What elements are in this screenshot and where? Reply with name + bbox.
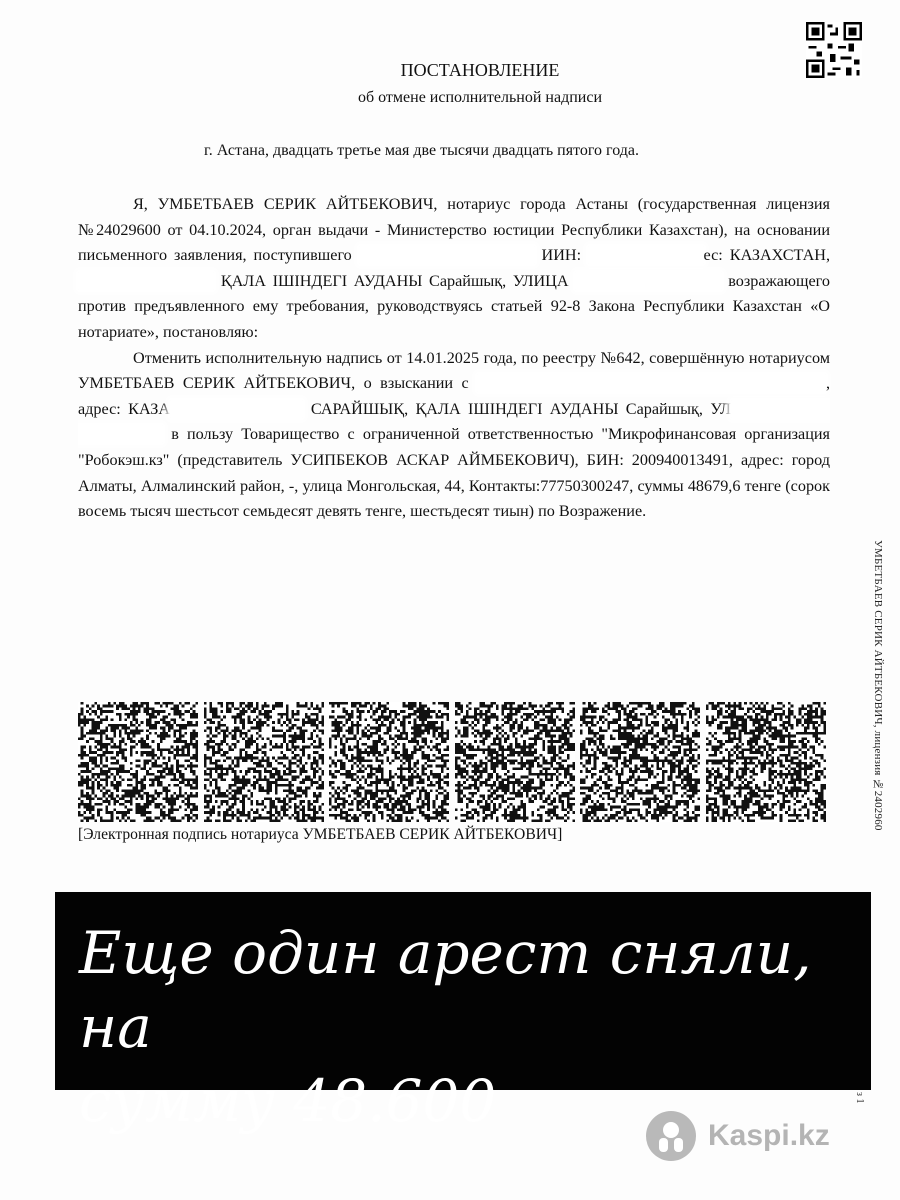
paragraph-2: [78, 346, 830, 525]
banner-line-2: сумму 48.600: [79, 1067, 497, 1135]
banner-line-1: Еще один арест сняли, на: [79, 919, 812, 1061]
p1-address1: КАЗАХСТАН,: [729, 246, 831, 265]
p1-part1: Я, УМБЕТБАЕВ СЕРИК АЙТБЕКОВИЧ, нотариус города Астаны (государственная лицензия №24029600 от 04.10.2024, орган выдачи - Министерство юстиции Республики Казахстан), на основании письменного заявления, поступившего: [78, 195, 830, 265]
p1-address-tail: ес:: [703, 246, 723, 265]
redacted-debtor: [477, 374, 826, 392]
redacted-address: [78, 272, 214, 290]
document-body: [78, 192, 830, 525]
signature-qr-code-icon: [580, 702, 700, 822]
redacted-street: [575, 272, 721, 290]
kaspi-watermark: [646, 1108, 830, 1164]
document-subtitle: об отмене исполнительной надписи: [357, 89, 603, 106]
p1-address2: ҚАЛА ІШІНДЕГІ АУДАНЫ Сарайшық, УЛИЦА: [220, 271, 569, 290]
signature-qr-code-icon: [204, 702, 324, 822]
redacted-iin: [588, 246, 703, 264]
signature-qr-code-icon: [706, 702, 826, 822]
watermark-text: Kaspi.kz: [708, 1119, 830, 1152]
p2-address-label: , адрес:: [78, 374, 830, 418]
kaspi-logo-icon: [646, 1111, 696, 1161]
corner-mark: з 1: [854, 1092, 865, 1104]
signature-qr-code-icon: [329, 702, 449, 822]
redacted-name: [359, 246, 535, 264]
p2-address1: КАЗА: [128, 399, 171, 418]
p1-iin-label: ИИН:: [541, 246, 582, 265]
place-date: г. Астана, двадцать третье мая две тысячи двадцать пятого года.: [204, 142, 639, 159]
banner-text: [79, 916, 859, 1138]
electronic-signature-label: [Электронная подпись нотариуса УМБЕТБАЕВ СЕРИК АЙТБЕКОВИЧ]: [78, 826, 563, 843]
signature-qr-code-icon: [455, 702, 575, 822]
redacted-debtor-address: [170, 400, 303, 418]
signature-qr-code-icon: [78, 702, 198, 822]
p2-street: УЛ: [710, 399, 731, 418]
p2-address2: САРАЙШЫҚ, ҚАЛА ІШІНДЕГІ АУДАНЫ Сарайшық,: [310, 399, 703, 418]
p2-part1: Отменить исполнительную надпись от 14.01.2025 года, по реестру №642, совершённую нотариусом УМБЕТБАЕВ СЕРИК АЙТБЕКОВИЧ, о взыскании с: [78, 348, 830, 393]
paragraph-1: [78, 192, 830, 346]
p2-part2: в пользу Товарищество с ограниченной ответственностью "Микрофинансовая организация "Робокэш.кз" (представитель УСИПБЕКОВ АСКАР АЙМБЕКОВИЧ), БИН: 200940013491, адрес: город Алматы, Алмалинский район, -, улица Монгольская, 44, Контакты:77750300247, суммы 48679,6 тенге (сорок восемь тысяч шестьсот семьдесят девять тенге, шестьдесят тиын) по Возражение.: [78, 425, 830, 521]
signature-qr-codes: [78, 702, 826, 822]
side-license-note: УМБЕТБАЕВ СЕРИК АЙТБЕКОВИЧ, лицензия №2402960: [872, 540, 884, 831]
document-title: ПОСТАНОВЛЕНИЕ: [400, 60, 560, 80]
p1-part2: возражающего против предъявленного ему требования, руководствуясь статьей 92-8 Закона Республики Казахстан «О нотариате», постановляю:: [78, 271, 831, 341]
